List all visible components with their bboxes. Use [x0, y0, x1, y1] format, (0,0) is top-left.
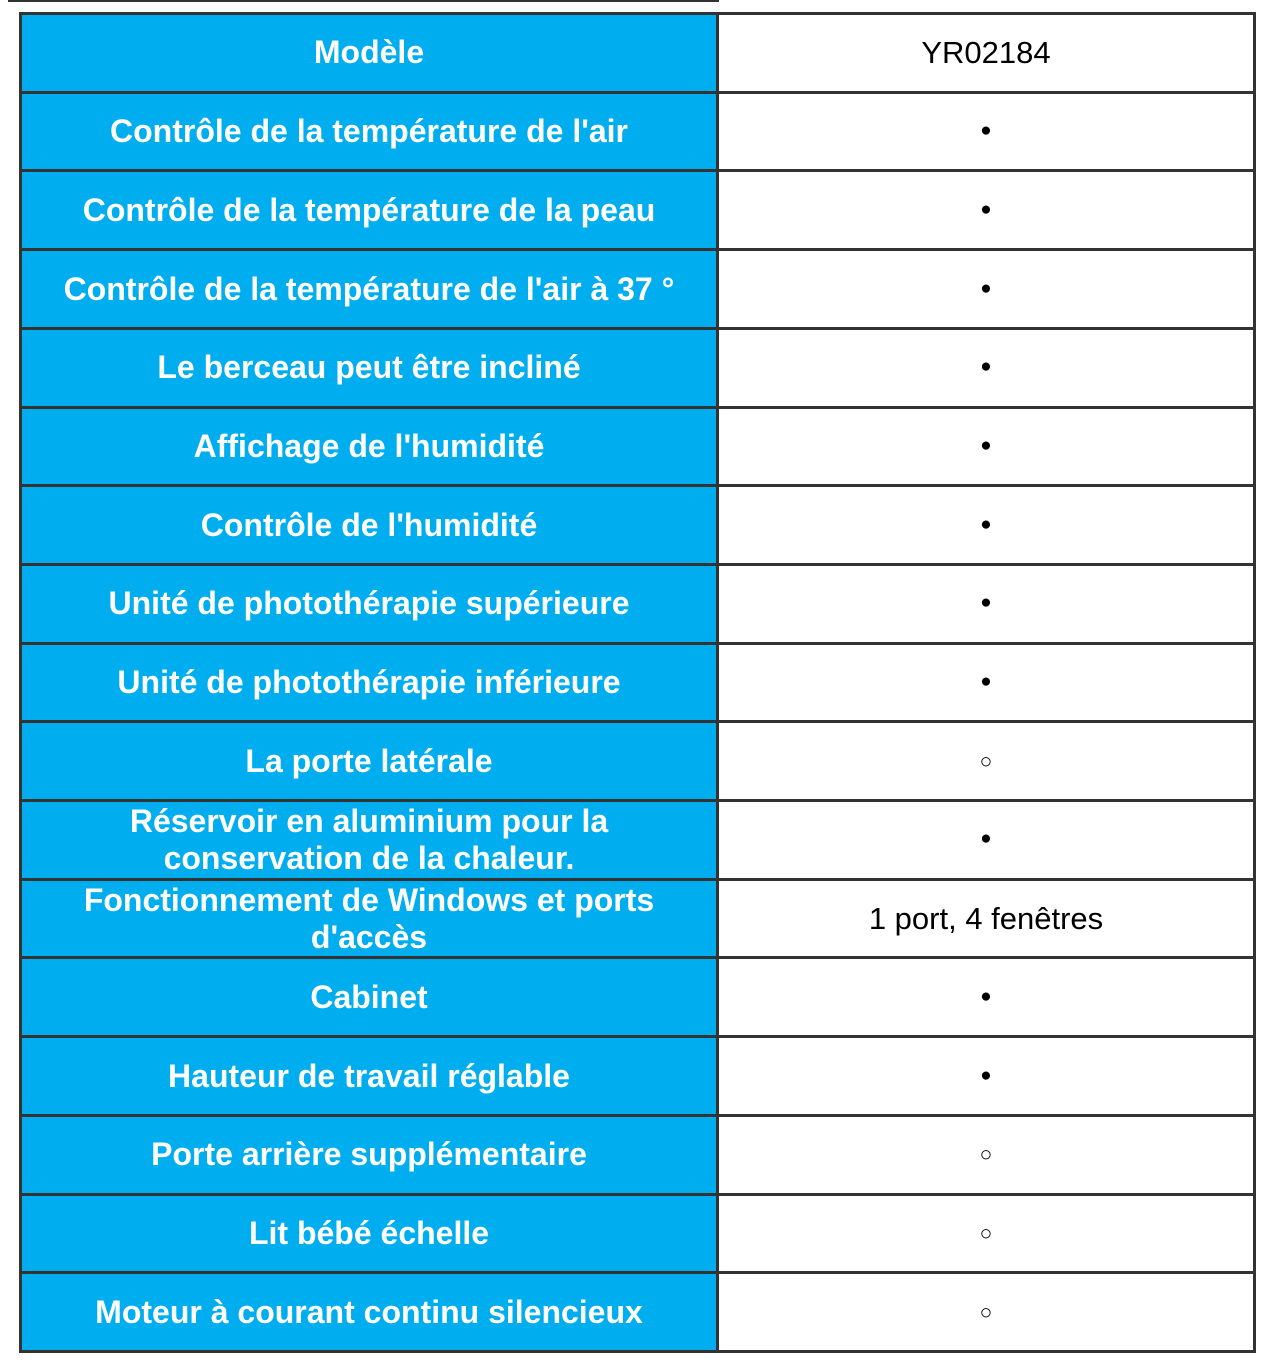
feature-value-cell: ● — [719, 487, 1253, 563]
feature-label-cell: Unité de photothérapie supérieure — [22, 566, 719, 642]
table-row — [22, 878, 1253, 957]
feature-label-cell: Lit bébé échelle — [22, 1196, 719, 1272]
feature-label-cell: Réservoir en aluminium pour la conservation de la chaleur. — [22, 802, 719, 878]
feature-value-cell: ● — [719, 645, 1253, 721]
feature-label-cell: Hauteur de travail réglable — [22, 1038, 719, 1114]
table-row — [22, 563, 1253, 642]
table-header-row — [22, 15, 1253, 91]
feature-label-cell: Contrôle de la température de l'air — [22, 94, 719, 170]
table-row — [22, 642, 1253, 721]
table-row — [22, 484, 1253, 563]
feature-label-cell: Porte arrière supplémentaire — [22, 1117, 719, 1193]
feature-value-cell: ● — [719, 409, 1253, 485]
feature-value-cell: ● — [719, 172, 1253, 248]
product-spec-table — [19, 12, 1256, 1353]
feature-label-cell: Moteur à courant continu silencieux — [22, 1274, 719, 1350]
feature-label-cell: Fonctionnement de Windows et ports d'accès — [22, 881, 719, 957]
feature-value-cell: ○ — [719, 1117, 1253, 1193]
feature-value-cell: ○ — [719, 1196, 1253, 1272]
table-row — [22, 1114, 1253, 1193]
table-row — [22, 956, 1253, 1035]
feature-label-cell: Affichage de l'humidité — [22, 409, 719, 485]
feature-label-cell: La porte latérale — [22, 723, 719, 799]
feature-value-cell: ○ — [719, 723, 1253, 799]
feature-value-cell: ● — [719, 566, 1253, 642]
table-row — [22, 91, 1253, 170]
table-row — [22, 799, 1253, 878]
table-row — [22, 327, 1253, 406]
feature-value-cell: ● — [719, 330, 1253, 406]
table-row — [22, 169, 1253, 248]
feature-label-cell: Cabinet — [22, 959, 719, 1035]
feature-value-cell: ● — [719, 94, 1253, 170]
feature-label-cell: Contrôle de l'humidité — [22, 487, 719, 563]
feature-value-cell: YR02184 — [719, 15, 1253, 91]
feature-label-cell: Contrôle de la température de la peau — [22, 172, 719, 248]
cropped-table-border-remnant — [8, 0, 719, 2]
feature-label-cell: Contrôle de la température de l'air à 37 ° — [22, 251, 719, 327]
feature-value-cell: 1 port, 4 fenêtres — [719, 881, 1253, 957]
feature-label-cell: Le berceau peut être incliné — [22, 330, 719, 406]
feature-value-cell: ● — [719, 959, 1253, 1035]
feature-value-cell: ● — [719, 1038, 1253, 1114]
feature-value-cell: ● — [719, 802, 1253, 878]
feature-label-cell: Modèle — [22, 15, 719, 91]
feature-value-cell: ○ — [719, 1274, 1253, 1350]
feature-value-cell: ● — [719, 251, 1253, 327]
table-row — [22, 248, 1253, 327]
table-row — [22, 1035, 1253, 1114]
table-row — [22, 1193, 1253, 1272]
feature-label-cell: Unité de photothérapie inférieure — [22, 645, 719, 721]
table-row — [22, 1271, 1253, 1350]
table-row — [22, 720, 1253, 799]
table-row — [22, 406, 1253, 485]
